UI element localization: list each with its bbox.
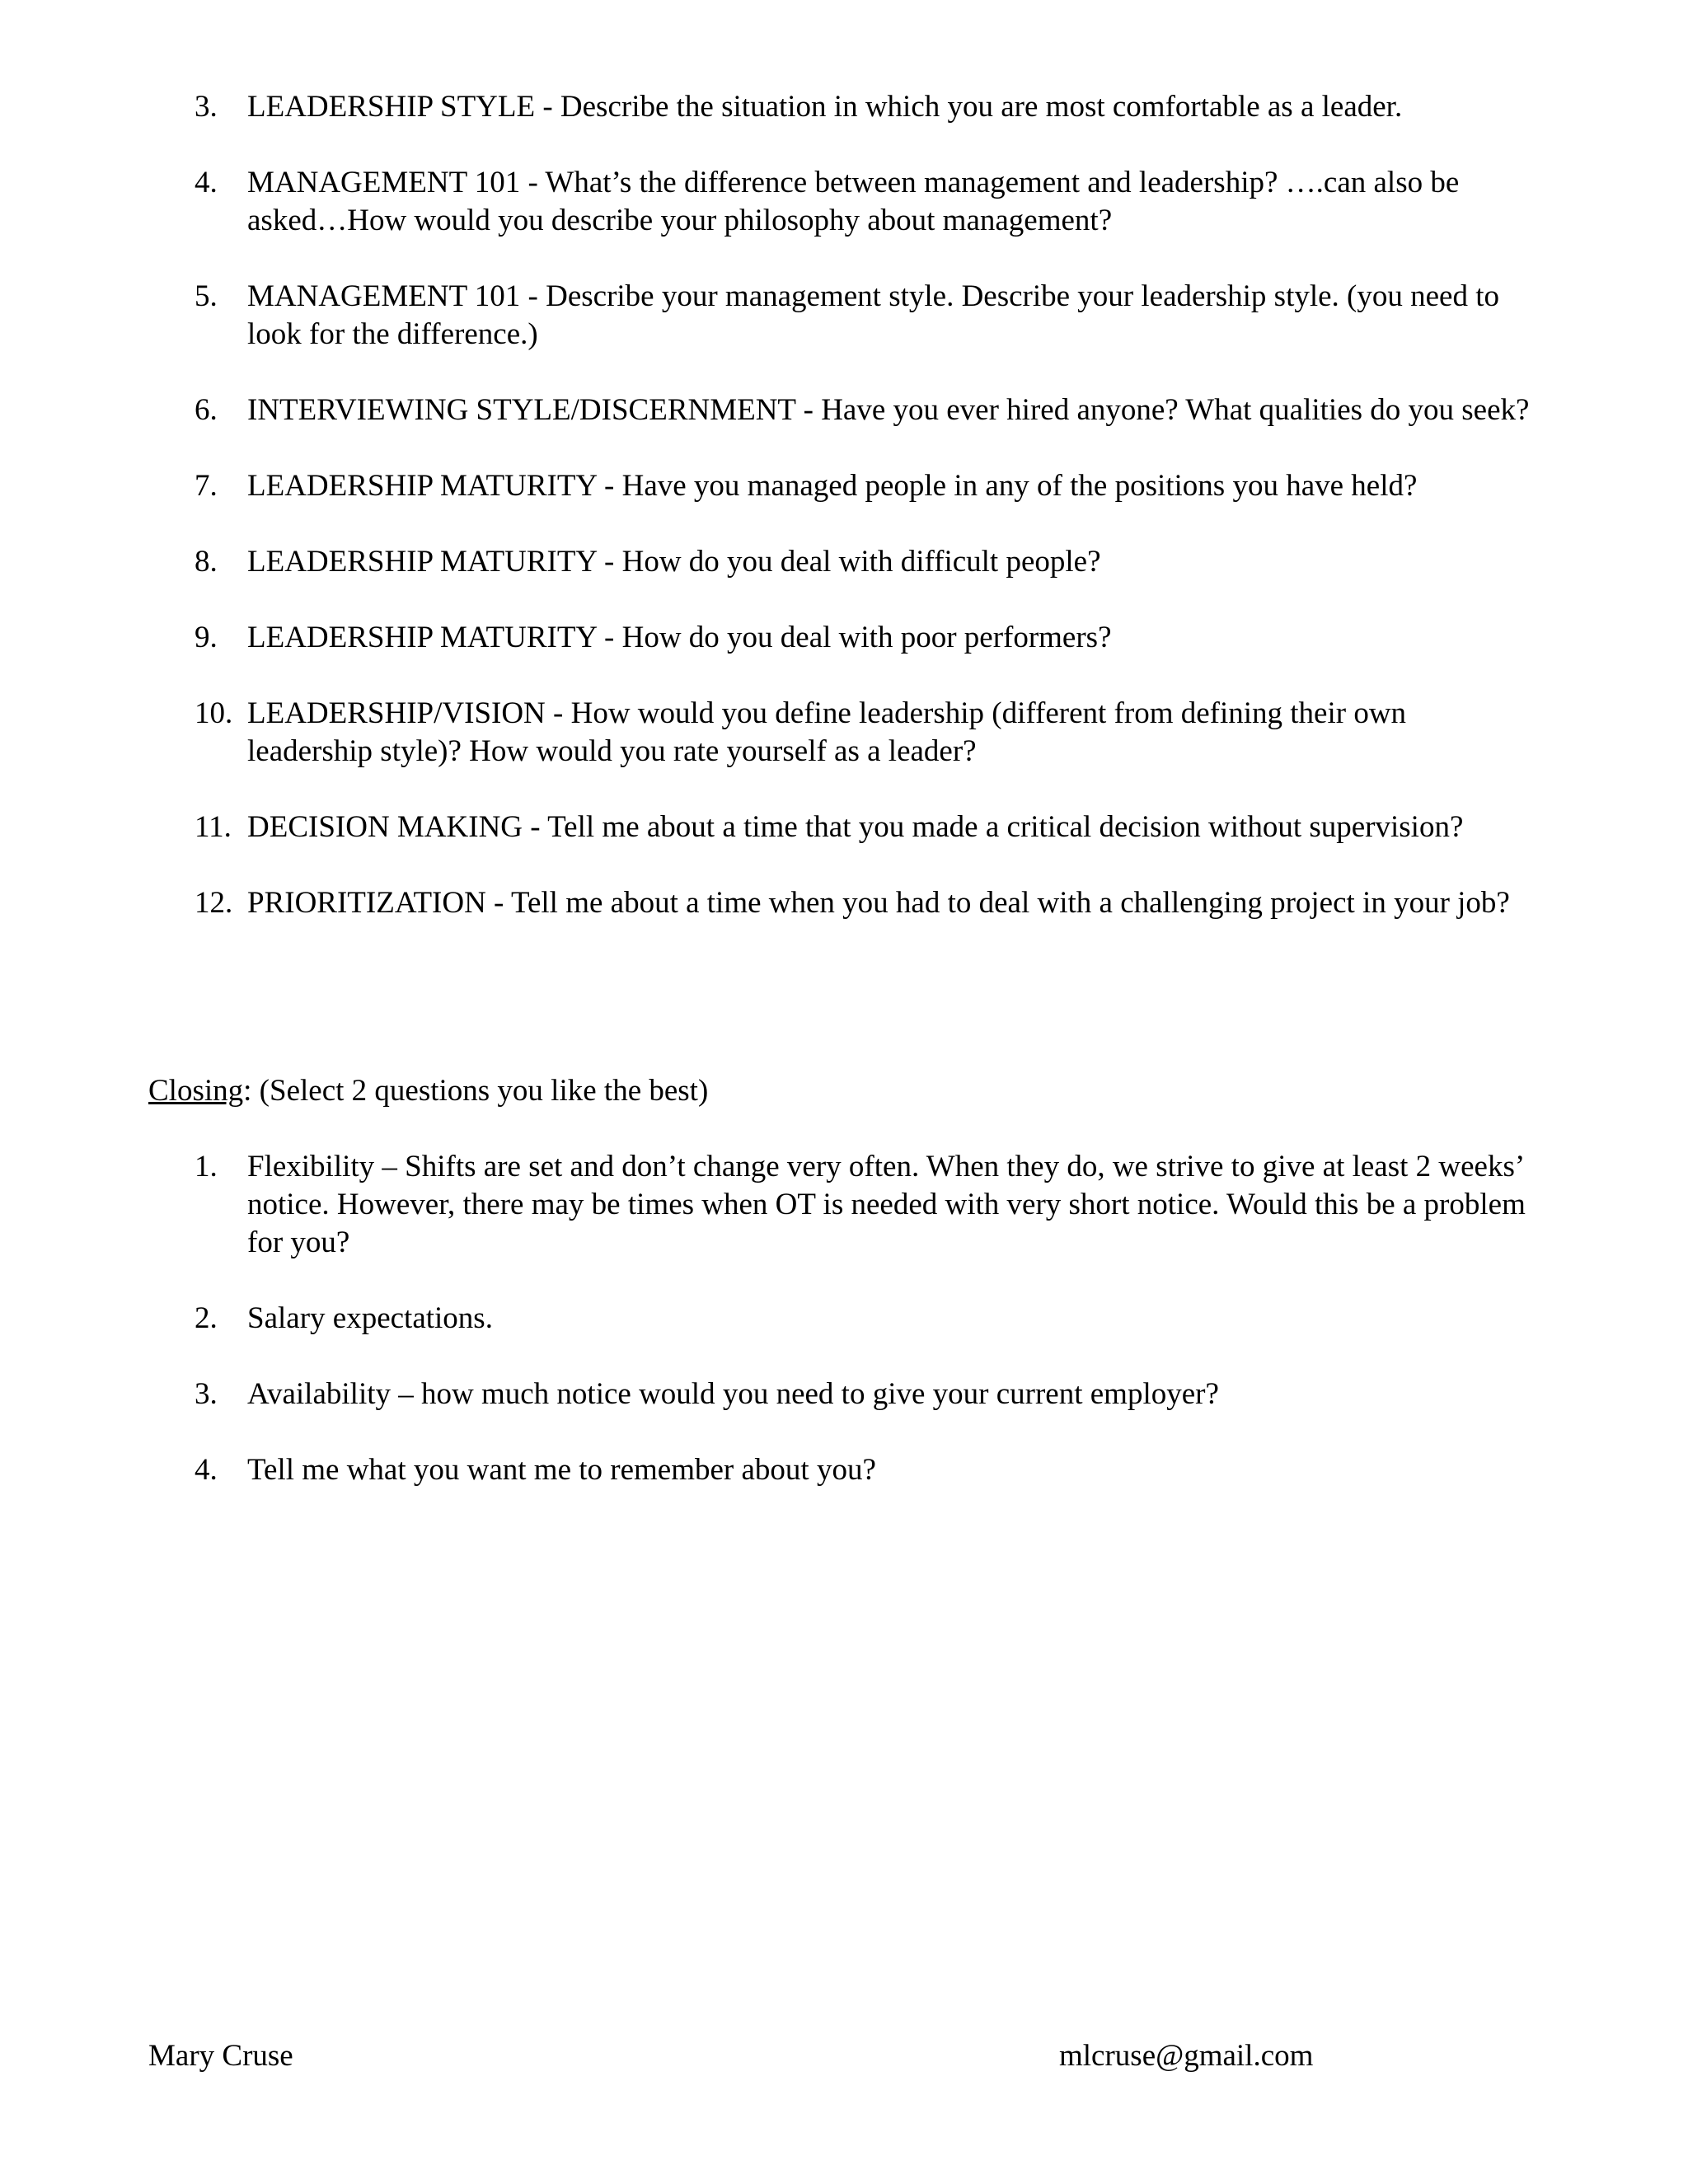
closing-label: Closing	[148, 1074, 244, 1108]
item-number: 3.	[195, 1377, 218, 1411]
list-item	[0, 1376, 1537, 1413]
item-number: 10.	[195, 696, 233, 730]
list-item	[0, 164, 1537, 240]
item-number: 4.	[195, 1453, 218, 1487]
item-text: LEADERSHIP MATURITY - Have you managed people in any of the positions you have held?	[247, 469, 1418, 503]
footer-email: mlcruse@gmail.com	[1059, 2039, 1314, 2073]
item-number: 3.	[195, 90, 218, 124]
item-number: 9.	[195, 621, 218, 654]
item-number: 11.	[195, 810, 232, 844]
list-item	[0, 543, 1537, 581]
closing-list	[0, 1148, 1688, 1489]
item-text: Availability – how much notice would you need to give your current employer?	[247, 1377, 1219, 1411]
list-item	[0, 1148, 1537, 1262]
item-text: LEADERSHIP MATURITY - How do you deal with poor performers?	[247, 621, 1112, 654]
footer-author-name: Mary Cruse	[148, 2039, 293, 2073]
closing-heading	[148, 1072, 708, 1110]
list-item	[0, 1451, 1537, 1489]
item-text: Tell me what you want me to remember about you?	[247, 1453, 876, 1487]
item-number: 12.	[195, 886, 233, 920]
item-text: PRIORITIZATION - Tell me about a time when you had to deal with a challenging project in your job?	[247, 886, 1510, 920]
list-item	[0, 278, 1537, 354]
list-item	[0, 88, 1537, 126]
list-item	[0, 1300, 1537, 1338]
item-text: Flexibility – Shifts are set and don’t change very often. When they do, we strive to give at least 2 weeks’ notice. However, there may be times when OT is needed with very short notice. Would this be a problem for you?	[247, 1150, 1526, 1259]
list-item	[0, 467, 1537, 505]
list-item	[0, 884, 1537, 922]
list-item	[0, 391, 1537, 429]
item-number: 1.	[195, 1150, 218, 1183]
item-number: 8.	[195, 545, 218, 579]
item-number: 6.	[195, 393, 218, 427]
item-number: 7.	[195, 469, 218, 503]
item-number: 5.	[195, 279, 218, 313]
item-number: 2.	[195, 1301, 218, 1335]
closing-instruction: : (Select 2 questions you like the best)	[243, 1074, 709, 1108]
question-list	[0, 88, 1688, 922]
item-text: LEADERSHIP/VISION - How would you define leadership (different from defining their own leadership style)? How would you rate yourself as a leader?	[247, 696, 1407, 768]
item-text: LEADERSHIP MATURITY - How do you deal with difficult people?	[247, 545, 1101, 579]
item-text: MANAGEMENT 101 - Describe your management style. Describe your leadership style. (you need to look for the difference.)	[247, 279, 1500, 351]
item-number: 4.	[195, 166, 218, 199]
item-text: INTERVIEWING STYLE/DISCERNMENT - Have you ever hired anyone? What qualities do you seek?	[247, 393, 1530, 427]
item-text: LEADERSHIP STYLE - Describe the situation in which you are most comfortable as a leader.	[247, 90, 1403, 124]
item-text: Salary expectations.	[247, 1301, 493, 1335]
item-text: MANAGEMENT 101 - What’s the difference between management and leadership? ….can also be asked…How would you describe your philosophy about management?	[247, 166, 1460, 237]
item-text: DECISION MAKING - Tell me about a time that you made a critical decision without supervision?	[247, 810, 1464, 844]
list-item	[0, 808, 1537, 846]
list-item	[0, 695, 1537, 771]
list-item	[0, 619, 1537, 657]
